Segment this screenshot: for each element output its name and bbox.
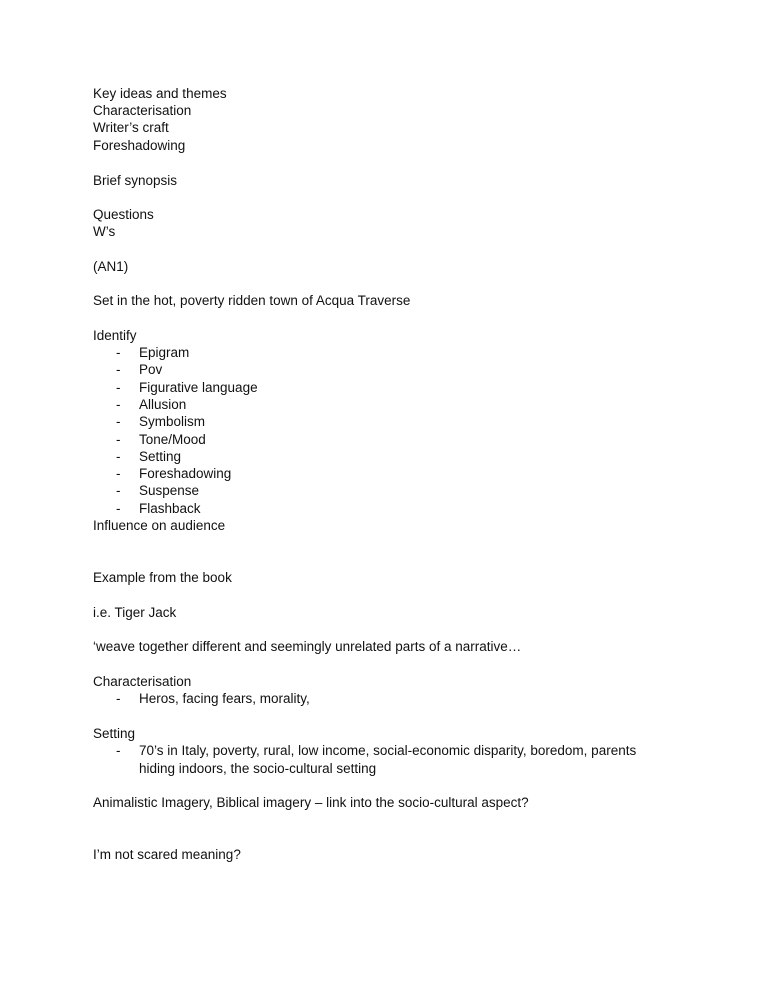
header-line-writers-craft: Writer’s craft [93,120,169,135]
list-dash: - [116,466,121,481]
list-dash: - [116,743,121,758]
characterisation-heading: Characterisation [93,674,192,689]
quote-line: ‘weave together different and seemingly unrelated parts of a narrative… [93,639,522,654]
an1: (AN1) [93,259,129,274]
imagery-line: Animalistic Imagery, Biblical imagery – link into the socio-cultural aspect? [93,795,529,810]
identify-item: Epigram [139,345,190,360]
list-dash: - [116,691,121,706]
identify-item: Flashback [139,501,201,516]
header-line-key-ideas: Key ideas and themes [93,86,227,101]
identify-heading: Identify [93,328,137,343]
identify-item: Tone/Mood [139,432,206,447]
identify-item: Symbolism [139,414,206,429]
list-dash: - [116,483,121,498]
ie-line: i.e. Tiger Jack [93,605,177,620]
example-line: Example from the book [93,570,232,585]
identify-item: Pov [139,362,163,377]
influence-line: Influence on audience [93,518,226,533]
header-line-characterisation: Characterisation [93,103,192,118]
questions: Questions [93,207,154,222]
list-dash: - [116,380,121,395]
list-dash: - [116,414,121,429]
brief-synopsis: Brief synopsis [93,173,178,188]
list-dash: - [116,501,121,516]
list-dash: - [116,362,121,377]
list-dash: - [116,345,121,360]
list-dash: - [116,397,121,412]
identify-item: Allusion [139,397,187,412]
identify-item: Foreshadowing [139,466,232,481]
characterisation-item: Heros, facing fears, morality, [139,691,310,706]
setting-heading: Setting [93,726,136,741]
identify-item: Setting [139,449,182,464]
not-scared-line: I’m not scared meaning? [93,847,241,862]
setting-line: Set in the hot, poverty ridden town of Acqua Traverse [93,293,411,308]
identify-item: Figurative language [139,380,258,395]
setting-item-line-2: hiding indoors, the socio-cultural setting [139,761,377,776]
list-dash: - [116,449,121,464]
header-line-foreshadowing: Foreshadowing [93,138,186,153]
list-dash: - [116,432,121,447]
identify-item: Suspense [139,483,200,498]
ws: W’s [93,224,116,239]
setting-item-line-1: 70’s in Italy, poverty, rural, low income, social-economic disparity, boredom, parents [139,743,637,758]
